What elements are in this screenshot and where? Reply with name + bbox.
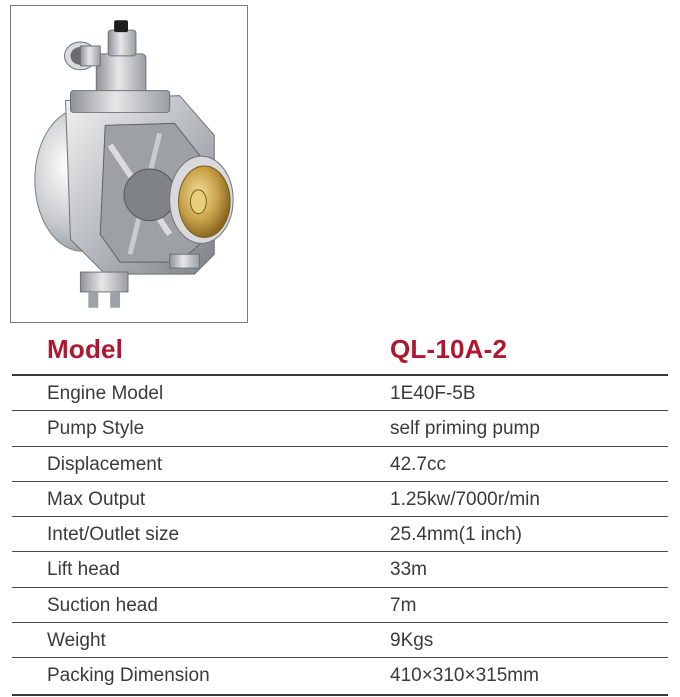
spec-row (12, 623, 668, 658)
spec-label: Weight (47, 630, 106, 652)
product-photo-frame (10, 5, 248, 323)
spec-value: 42.7cc (390, 453, 446, 475)
spec-row (12, 658, 668, 693)
spec-value: 33m (390, 559, 427, 581)
water-pump-image (11, 6, 247, 322)
spec-value: 9Kgs (390, 630, 434, 652)
spec-label: Max Output (47, 488, 146, 510)
spec-value: self priming pump (390, 418, 540, 440)
spec-row (12, 447, 668, 482)
spec-row (12, 376, 668, 411)
model-label: Model (47, 334, 124, 364)
spec-row (12, 517, 668, 552)
spec-label: Suction head (47, 594, 158, 616)
model-header (0, 330, 680, 372)
spec-row (12, 588, 668, 623)
spec-label: Packing Dimension (47, 665, 210, 687)
spec-row (12, 411, 668, 446)
spec-label: Pump Style (47, 418, 145, 440)
spec-value: 25.4mm(1 inch) (390, 524, 522, 546)
spec-row (12, 482, 668, 517)
spec-row (12, 552, 668, 587)
spec-label: Engine Model (47, 383, 164, 404)
spec-label: Lift head (47, 559, 120, 581)
spec-label: Intet/Outlet size (47, 524, 180, 546)
spec-table (12, 374, 668, 696)
spec-value: 1.25kw/7000r/min (390, 488, 540, 510)
model-value: QL-10A-2 (390, 334, 508, 364)
spec-label: Displacement (47, 453, 163, 475)
spec-value: 410×310×315mm (390, 665, 539, 687)
spec-value: 7m (390, 594, 417, 616)
spec-value: 1E40F-5B (390, 383, 476, 404)
